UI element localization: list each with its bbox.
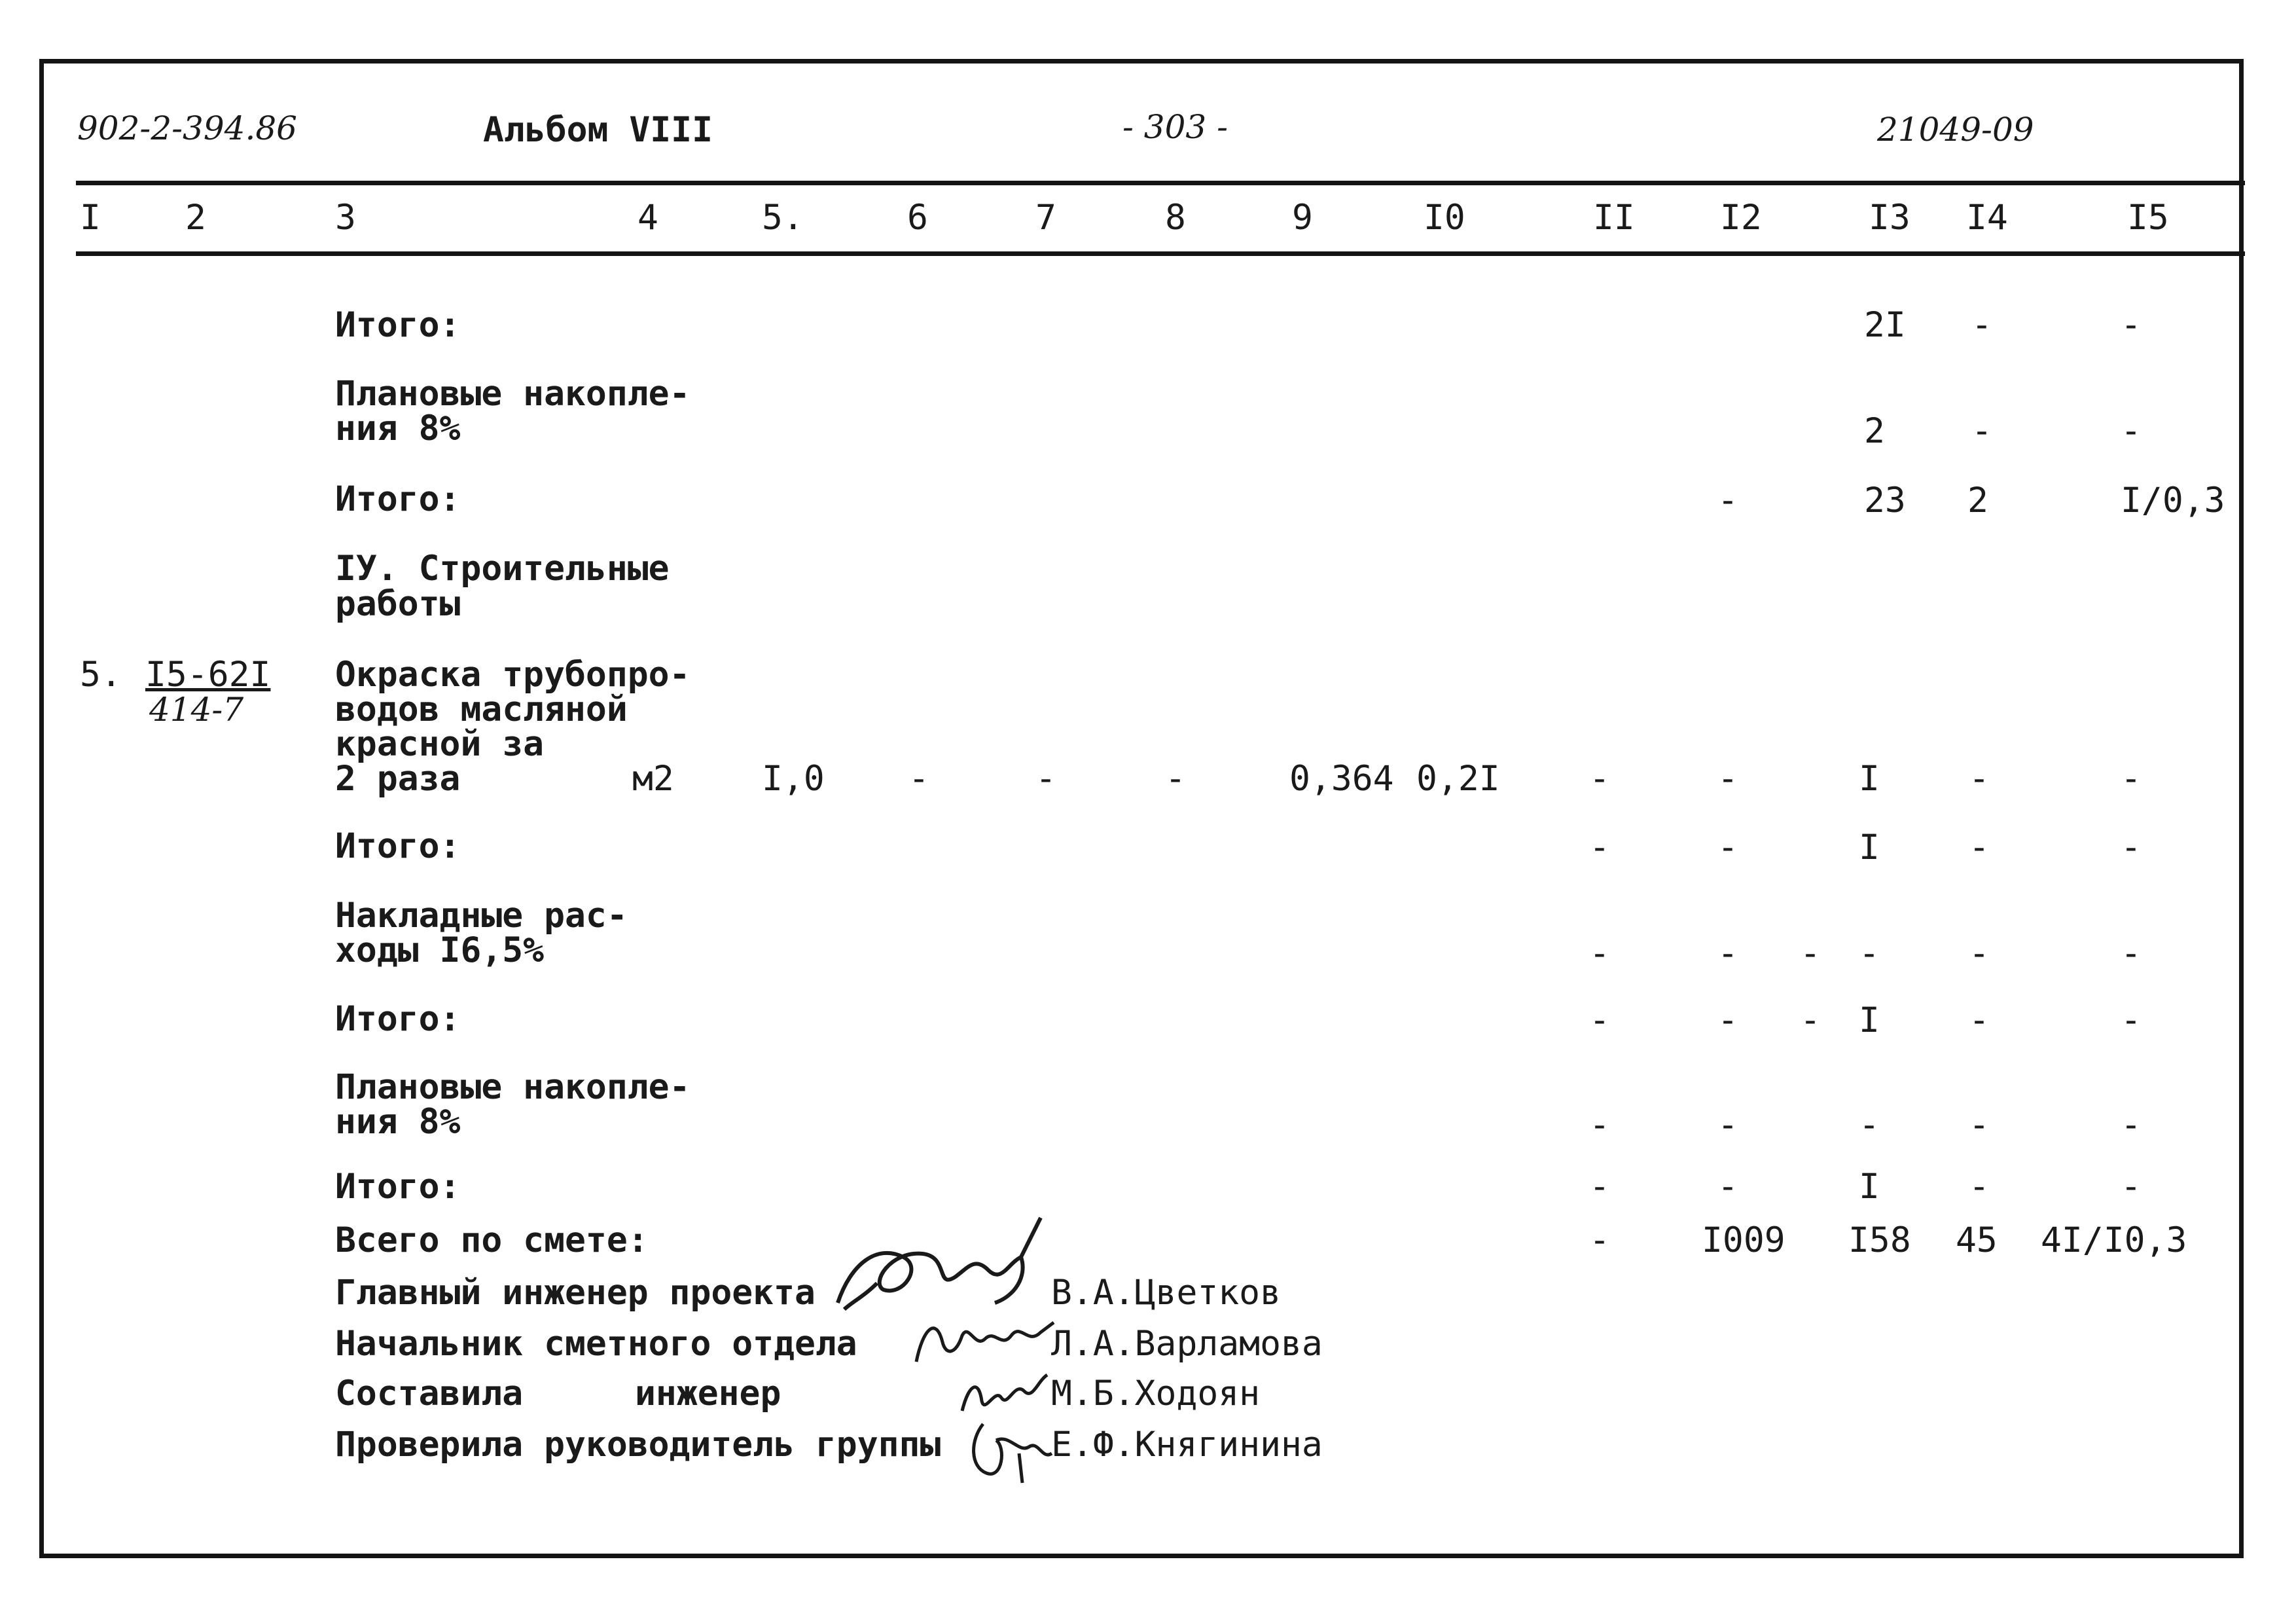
column-header: 2 bbox=[185, 198, 206, 238]
cell-c6: - bbox=[908, 759, 929, 799]
column-header: I3 bbox=[1869, 198, 1910, 238]
column-header-rule bbox=[76, 251, 2245, 256]
position-number: 5. bbox=[80, 655, 122, 695]
cell-c15: 4I/I0,3 bbox=[2041, 1220, 2187, 1260]
page-number: - 303 - bbox=[1122, 108, 1229, 146]
row-label: водов масляной bbox=[335, 689, 628, 729]
row-label: Всего по смете: bbox=[335, 1220, 649, 1260]
signatory-name: В.А.Цветков bbox=[1051, 1273, 1281, 1313]
cell-c13: I bbox=[1859, 1167, 1880, 1207]
signatory-name: Л.А.Варламова bbox=[1051, 1324, 1323, 1364]
cell-c14: - bbox=[1969, 1000, 1990, 1040]
cell-unit: м2 bbox=[632, 759, 674, 799]
header-rule bbox=[76, 181, 2245, 185]
row-label: ния 8% bbox=[335, 1102, 461, 1142]
row-label: Плановые накопле- bbox=[335, 374, 691, 414]
signatory-role: Составила bbox=[335, 1374, 524, 1413]
column-header: 5. bbox=[762, 198, 804, 238]
column-header: I5 bbox=[2127, 198, 2169, 238]
column-header: I0 bbox=[1424, 198, 1465, 238]
cell-c12: - bbox=[1717, 1000, 1738, 1040]
row-label: Итого: bbox=[335, 826, 461, 866]
cell-c12: - bbox=[1717, 934, 1738, 974]
cell-c12: - bbox=[1717, 1167, 1738, 1207]
sheet-code: 21049-09 bbox=[1877, 111, 2034, 149]
cell-c11: - bbox=[1589, 1105, 1610, 1145]
cell-c7: - bbox=[1035, 759, 1056, 799]
column-header: 6 bbox=[907, 198, 928, 238]
column-header: 7 bbox=[1035, 198, 1056, 238]
row-label: красной за bbox=[335, 724, 545, 764]
row-label: Плановые накопле- bbox=[335, 1067, 691, 1107]
signatory-role: Главный инженер проекта bbox=[335, 1273, 816, 1313]
column-header: I2 bbox=[1720, 198, 1762, 238]
signatory-name: М.Б.Ходоян bbox=[1051, 1374, 1261, 1413]
cell-c15: I/0,3 bbox=[2121, 481, 2225, 520]
column-header: I4 bbox=[1966, 198, 2008, 238]
signatory-name: Е.Ф.Княгинина bbox=[1051, 1425, 1323, 1465]
section-title: IУ. Строительные bbox=[335, 549, 670, 589]
row-label: Окраска трубопро- bbox=[335, 655, 691, 695]
row-label: Итого: bbox=[335, 999, 461, 1039]
cell-c10: 0,2I bbox=[1416, 759, 1500, 799]
cell-c14: 2 bbox=[1967, 481, 1988, 520]
cell-c15: - bbox=[2121, 1167, 2142, 1207]
column-header: I bbox=[80, 198, 101, 238]
rate-code: I5-62I bbox=[145, 655, 271, 695]
signatory-role: Начальник сметного отдела bbox=[335, 1324, 857, 1364]
rate-reference: 414-7 bbox=[149, 691, 244, 729]
cell-c14: 45 bbox=[1956, 1220, 1998, 1260]
cell-c14: - bbox=[1969, 934, 1990, 974]
album-label: Альбом VIII bbox=[483, 110, 713, 150]
column-header: 9 bbox=[1292, 198, 1313, 238]
cell-c12: - bbox=[1717, 828, 1738, 867]
cell-c11: - bbox=[1589, 1167, 1610, 1207]
cell-c5: I,0 bbox=[762, 759, 825, 799]
cell-c13: I bbox=[1859, 828, 1880, 867]
row-label: Итого: bbox=[335, 1167, 461, 1207]
cell-c9: 0,364 bbox=[1289, 759, 1394, 799]
cell-c13: I58 bbox=[1848, 1220, 1911, 1260]
cell-c14: - bbox=[1971, 411, 1992, 451]
cell-c11: - bbox=[1589, 1000, 1610, 1040]
section-title: работы bbox=[335, 584, 461, 624]
cell-c14: - bbox=[1969, 1167, 1990, 1207]
doc-code: 902-2-394.86 bbox=[77, 109, 297, 147]
cell-c11: - bbox=[1589, 1220, 1610, 1260]
signatory-role: Проверила руководитель группы bbox=[335, 1425, 941, 1465]
cell-c15: - bbox=[2121, 305, 2142, 345]
row-label: ходы I6,5% bbox=[335, 930, 545, 970]
cell-c12: - bbox=[1717, 1105, 1738, 1145]
column-header: 8 bbox=[1165, 198, 1186, 238]
cell-c12b: - bbox=[1800, 1000, 1821, 1040]
cell-c13: - bbox=[1859, 1105, 1880, 1145]
column-header: II bbox=[1593, 198, 1635, 238]
handwritten-signature bbox=[957, 1414, 1055, 1486]
cell-c13: I bbox=[1859, 759, 1880, 799]
cell-c14: - bbox=[1969, 1105, 1990, 1145]
cell-c13: 23 bbox=[1864, 481, 1906, 520]
cell-c14: - bbox=[1969, 759, 1990, 799]
cell-c13: I bbox=[1859, 1000, 1880, 1040]
row-label: Накладные рас- bbox=[335, 896, 628, 936]
cell-c8: - bbox=[1165, 759, 1186, 799]
cell-c15: - bbox=[2121, 411, 2142, 451]
cell-c12: - bbox=[1717, 481, 1738, 520]
signatory-role: инженер bbox=[635, 1374, 781, 1413]
cell-c15: - bbox=[2121, 1000, 2142, 1040]
row-label: 2 раза bbox=[335, 759, 461, 799]
cell-c12b: - bbox=[1800, 934, 1821, 974]
cell-c12: - bbox=[1717, 759, 1738, 799]
cell-c13: 2 bbox=[1864, 411, 1885, 451]
cell-c13: - bbox=[1859, 934, 1880, 974]
row-label: Итого: bbox=[335, 305, 461, 345]
cell-c12: I009 bbox=[1702, 1220, 1785, 1260]
cell-c14: - bbox=[1971, 305, 1992, 345]
handwritten-signature bbox=[956, 1362, 1054, 1421]
cell-c15: - bbox=[2121, 1105, 2142, 1145]
row-label: Итого: bbox=[335, 479, 461, 519]
cell-c13: 2I bbox=[1864, 305, 1906, 345]
cell-c11: - bbox=[1589, 828, 1610, 867]
column-header: 4 bbox=[637, 198, 658, 238]
row-label: ния 8% bbox=[335, 409, 461, 448]
cell-c11: - bbox=[1589, 759, 1610, 799]
cell-c15: - bbox=[2121, 759, 2142, 799]
cell-c15: - bbox=[2121, 828, 2142, 867]
column-header: 3 bbox=[335, 198, 356, 238]
cell-c15: - bbox=[2121, 934, 2142, 974]
cell-c14: - bbox=[1969, 828, 1990, 867]
cell-c11: - bbox=[1589, 934, 1610, 974]
